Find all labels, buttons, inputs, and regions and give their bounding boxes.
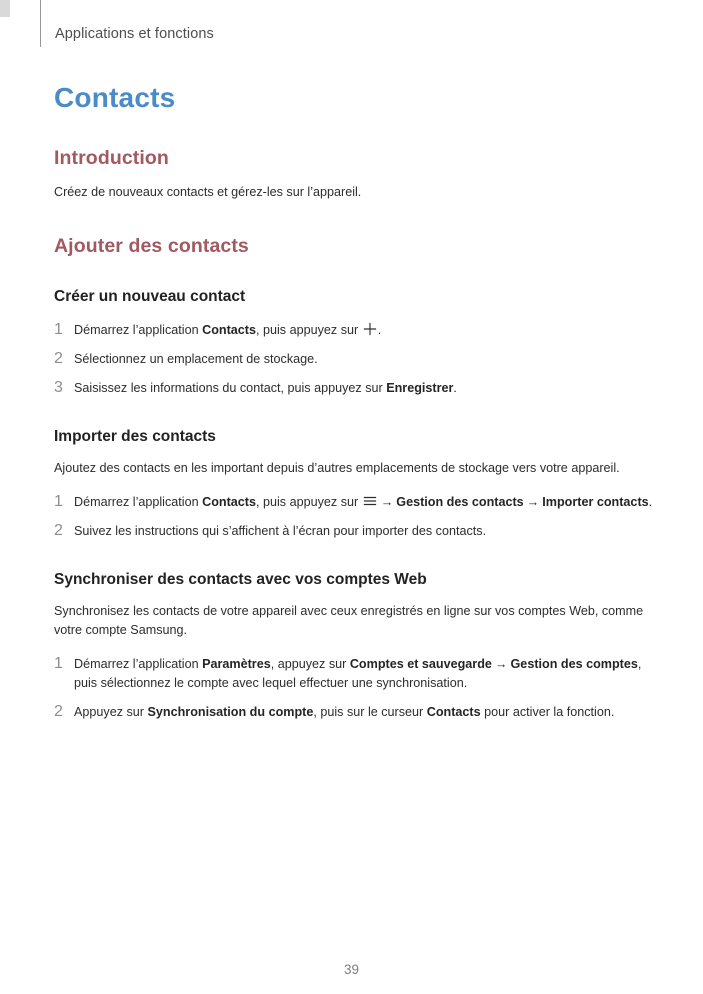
text-segment: Saisissez les informations du contact, puis appuyez sur [74, 381, 387, 395]
text-segment: pour activer la fonction. [480, 705, 615, 719]
step-text [74, 321, 654, 340]
arrow-glyph: → [380, 495, 394, 509]
text-segment: Suivez les instructions qui s’affichent à l’écran pour importer des contacts. [74, 524, 487, 538]
step-item [54, 703, 654, 722]
text-segment: , appuyez sur [270, 657, 350, 671]
text-segment: Appuyez sur [74, 705, 148, 719]
text-segment: Démarrez l’application [74, 495, 203, 509]
arrow-glyph: → [494, 657, 508, 671]
steps-sync [54, 655, 654, 722]
step-item [54, 522, 654, 541]
step-number: 3 [54, 379, 63, 396]
importer-paragraph: Ajoutez des contacts en les important depuis d’autres emplacements de stockage vers votre appareil. [54, 461, 620, 475]
intro-paragraph: Créez de nouveaux contacts et gérez-les sur l’appareil. [54, 185, 362, 199]
step-number: 2 [54, 350, 63, 367]
subsection-heading-sync: Synchroniser des contacts avec vos comptes Web [54, 571, 427, 588]
bold-text: Importer contacts [542, 495, 649, 509]
step-text [74, 493, 654, 512]
text-segment: , puis sur le curseur [313, 705, 427, 719]
step-item [54, 350, 654, 369]
step-number: 1 [54, 493, 63, 510]
breadcrumb: Applications et fonctions [55, 26, 214, 42]
text-segment: . [453, 381, 457, 395]
bold-text: Contacts [202, 323, 256, 337]
step-number: 2 [54, 522, 63, 539]
bold-text: Gestion des comptes [510, 657, 638, 671]
section-heading-ajouter: Ajouter des contacts [54, 235, 249, 257]
text-segment: Sélectionnez un emplacement de stockage. [74, 352, 318, 366]
step-number: 1 [54, 655, 63, 672]
subsection-heading-creer: Créer un nouveau contact [54, 288, 246, 305]
steps-creer [54, 321, 654, 398]
page-title: Contacts [54, 82, 176, 113]
bold-text: Contacts [426, 705, 481, 719]
text-segment: , puis appuyez sur [255, 495, 362, 509]
bold-text: Paramètres [202, 657, 271, 671]
arrow-glyph: → [526, 495, 540, 509]
step-text [74, 350, 654, 369]
sync-paragraph: Synchronisez les contacts de votre appareil avec ceux enregistrés en ligne sur vos comptes Web, comme votre compte Samsung. [54, 604, 644, 637]
step-text [74, 379, 654, 398]
steps-importer [54, 493, 654, 541]
step-text [74, 655, 654, 693]
text-segment: . [377, 323, 382, 337]
bold-text: Contacts [202, 495, 256, 509]
subsection-heading-importer: Importer des contacts [54, 428, 216, 445]
step-item [54, 493, 654, 512]
step-item [54, 655, 654, 693]
step-item [54, 321, 654, 340]
step-item [54, 379, 654, 398]
step-number: 1 [54, 321, 63, 338]
text-segment: , puis appuyez sur [255, 323, 362, 337]
page-content [54, 82, 654, 732]
page-footer [0, 962, 703, 977]
bold-text: Comptes et sauvegarde [349, 657, 492, 671]
step-text [74, 522, 654, 541]
bold-text: Gestion des contacts [396, 495, 524, 509]
text-segment: Démarrez l’application [74, 323, 203, 337]
bold-text: Synchronisation du compte [147, 705, 314, 719]
text-segment: , puis sélectionnez le compte avec lequel effectuer une synchronisation. [74, 657, 642, 690]
plus-icon [363, 322, 377, 336]
scan-artifact [0, 0, 10, 17]
text-segment: . [648, 495, 653, 509]
section-heading-introduction: Introduction [54, 147, 169, 169]
step-number: 2 [54, 703, 63, 720]
text-segment: Démarrez l’application [74, 657, 203, 671]
bold-text: Enregistrer [386, 381, 454, 395]
menu-icon [363, 494, 377, 508]
page-number: 39 [343, 962, 360, 977]
header-rule [40, 0, 41, 47]
step-text [74, 703, 654, 722]
